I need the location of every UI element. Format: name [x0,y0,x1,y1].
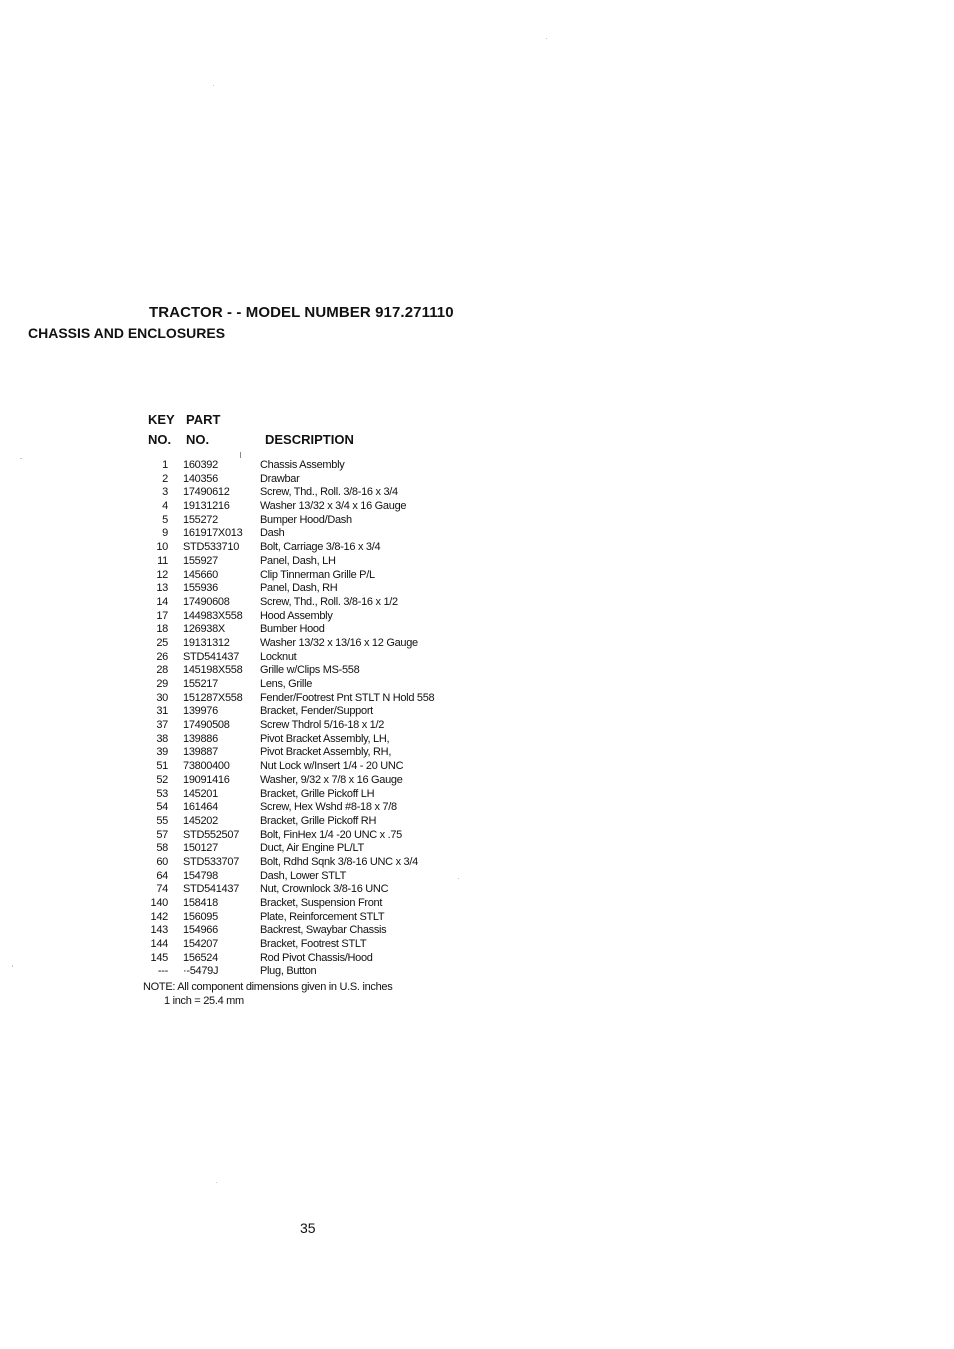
part-description: Lens, Grille [260,678,313,690]
part-description: Bolt, Carriage 3/8-16 x 3/4 [260,541,381,554]
key-column-header-line2: NO. [148,432,172,447]
key-number: 5 [162,513,168,526]
key-number: 10 [156,541,168,554]
key-number: 145 [150,951,168,964]
table-row [0,664,954,678]
part-number: 140356 [183,472,218,485]
table-row [0,883,954,897]
part-description: Dash [260,527,285,540]
part-number: 139887 [183,746,218,759]
part-number: 126938X [183,623,225,636]
part-description: Bracket, Grille Pickoff RH [260,814,377,827]
key-number: 142 [150,910,168,923]
key-number: 12 [156,568,168,581]
part-description: Bracket, Fender/Support [260,705,373,718]
table-row [0,582,954,596]
scan-speck [458,878,459,879]
part-description: Panel, Dash, RH [260,582,338,595]
key-number: 1 [162,459,168,471]
key-number: 39 [156,746,168,759]
key-number: 53 [156,787,168,800]
part-description: Screw, Thd., Roll. 3/8-16 x 3/4 [260,486,398,499]
key-number: 17 [156,609,168,622]
table-row [0,555,954,569]
table-row [0,788,954,802]
part-number: 158418 [183,897,218,909]
part-number: 154207 [183,938,218,951]
part-description: Drawbar [260,472,300,485]
table-row [0,500,954,514]
table-row [0,774,954,788]
part-number: STD533710 [183,541,240,554]
part-description: Panel, Dash, LH [260,554,336,567]
key-number: 4 [162,500,168,513]
part-number: 161464 [183,801,218,814]
part-description: Nut, Crownlock 3/8-16 UNC [260,883,389,896]
part-description: Bumber Hood [260,623,325,636]
key-number: --- [157,965,168,978]
table-row [0,856,954,870]
part-number: 151287X558 [183,691,243,704]
part-description: Pivot Bracket Assembly, LH, [260,732,390,745]
key-number: 51 [156,760,168,773]
part-description: Washer, 9/32 x 7/8 x 16 Gauge [260,773,403,786]
part-number: 155272 [183,513,218,526]
table-row [0,733,954,747]
key-number: 58 [156,842,168,855]
note-conversion: 1 inch = 25.4 mm [164,995,244,1007]
part-number: 17490612 [183,486,230,499]
part-number: 139976 [183,705,218,718]
part-number: 155927 [183,554,218,567]
table-row [0,924,954,938]
table-row [0,541,954,555]
part-description: Clip Tinnerman Grille P/L [260,568,375,581]
table-row [0,596,954,610]
key-number: 144 [150,938,168,951]
part-number: STD541437 [183,650,240,663]
table-row [0,637,954,651]
part-description: Pivot Bracket Assembly, RH, [260,746,392,759]
table-row [0,610,954,624]
table-row [0,870,954,884]
scan-speck [12,965,13,967]
key-number: 25 [156,636,168,649]
table-row [0,486,954,500]
key-number: 14 [156,595,168,608]
note-text: NOTE: All component dimensions given in U.S. inches [143,981,393,993]
part-description: Screw Thdrol 5/16-18 x 1/2 [260,719,385,732]
key-number: 29 [156,678,168,690]
table-row [0,952,954,966]
scan-speck [213,85,214,86]
parts-list [0,459,954,979]
key-number: 52 [156,773,168,786]
part-description: Fender/Footrest Pnt STLT N Hold 558 [260,691,435,704]
part-number: STD541437 [183,883,240,896]
table-row [0,569,954,583]
part-number: 17490508 [183,719,230,732]
table-row [0,801,954,815]
part-number: 154798 [183,869,218,882]
part-number: STD533707 [183,855,240,868]
key-number: 9 [162,527,168,540]
key-number: 26 [156,650,168,663]
part-description: Screw, Thd., Roll. 3/8-16 x 1/2 [260,595,398,608]
key-number: 54 [156,801,168,814]
table-row [0,911,954,925]
table-row [0,514,954,528]
part-description: Bracket, Footrest STLT [260,938,367,951]
part-description: Backrest, Swaybar Chassis [260,924,387,937]
key-number: 57 [156,828,168,841]
part-description: Plug, Button [260,965,317,978]
part-number: 161917X013 [183,527,243,540]
key-number: 143 [150,924,168,937]
key-number: 2 [162,472,168,485]
scan-speck [240,452,241,458]
part-number: 145201 [183,787,218,800]
part-number: 139886 [183,732,218,745]
part-description: Chassis Assembly [260,459,345,471]
part-description: Screw, Hex Wshd #8-18 x 7/8 [260,801,397,814]
part-description: Plate, Reinforcement STLT [260,910,385,923]
scan-speck [216,1182,217,1183]
part-description: Duct, Air Engine PL/LT [260,842,364,855]
table-row [0,746,954,760]
key-number: 28 [156,664,168,677]
table-row [0,842,954,856]
table-row [0,938,954,952]
scan-speck [20,458,22,459]
part-number: 156095 [183,910,218,923]
section-title: CHASSIS AND ENCLOSURES [28,325,226,341]
part-description: Bumper Hood/Dash [260,513,352,526]
part-number: 156524 [183,951,218,964]
key-number: 140 [150,897,168,909]
part-number: 144983X558 [183,609,243,622]
table-row [0,705,954,719]
part-description: Nut Lock w/Insert 1/4 - 20 UNC [260,760,404,773]
table-row [0,473,954,487]
key-number: 30 [156,691,168,704]
key-number: 64 [156,869,168,882]
part-number: STD552507 [183,828,240,841]
table-row [0,459,954,473]
part-description: Bolt, Rdhd Sqnk 3/8-16 UNC x 3/4 [260,855,418,868]
scan-speck [546,38,547,39]
key-number: 60 [156,855,168,868]
key-number: 74 [156,883,168,896]
table-row [0,527,954,541]
part-description: Washer 13/32 x 3/4 x 16 Gauge [260,500,407,513]
table-row [0,829,954,843]
page-title: TRACTOR - - MODEL NUMBER 917.271110 [149,304,454,321]
description-column-header: DESCRIPTION [265,432,354,447]
key-number: 11 [157,554,168,567]
table-row [0,815,954,829]
part-description: Bracket, Grille Pickoff LH [260,787,375,800]
part-number: 160392 [183,459,218,471]
part-column-header-line2: NO. [186,432,210,447]
table-row [0,719,954,733]
part-description: Locknut [260,650,297,663]
part-number: 73800400 [183,760,230,773]
part-number: ·-5479J [183,965,219,978]
part-description: Hood Assembly [260,609,333,622]
part-description: Bolt, FinHex 1/4 -20 UNC x .75 [260,828,403,841]
part-description: Bracket, Suspension Front [260,897,383,909]
part-description: Rod Pivot Chassis/Hood [260,951,373,964]
part-number: 155936 [183,582,218,595]
part-number: 145198X558 [183,664,243,677]
key-column-header-line1: KEY [148,412,175,427]
part-description: Washer 13/32 x 13/16 x 12 Gauge [260,636,418,649]
key-number: 38 [156,732,168,745]
table-row [0,897,954,911]
part-description: Dash, Lower STLT [260,869,347,882]
part-number: 145660 [183,568,218,581]
part-column-header-line1: PART [186,412,221,427]
key-number: 37 [156,719,168,732]
table-row [0,623,954,637]
key-number: 13 [156,582,168,595]
part-number: 145202 [183,814,218,827]
table-row [0,965,954,979]
part-number: 150127 [183,842,218,855]
table-row [0,692,954,706]
key-number: 31 [156,705,168,718]
part-number: 19091416 [183,773,230,786]
part-number: 19131312 [183,636,230,649]
table-row [0,678,954,692]
key-number: 18 [156,623,168,636]
part-number: 17490608 [183,595,230,608]
key-number: 55 [156,814,168,827]
part-number: 19131216 [183,500,230,513]
key-number: 3 [162,486,168,499]
part-description: Grille w/Clips MS-558 [260,664,360,677]
page-number: 35 [300,1220,316,1236]
part-number: 154966 [183,924,218,937]
table-row [0,651,954,665]
table-row [0,760,954,774]
part-number: 155217 [183,678,218,690]
